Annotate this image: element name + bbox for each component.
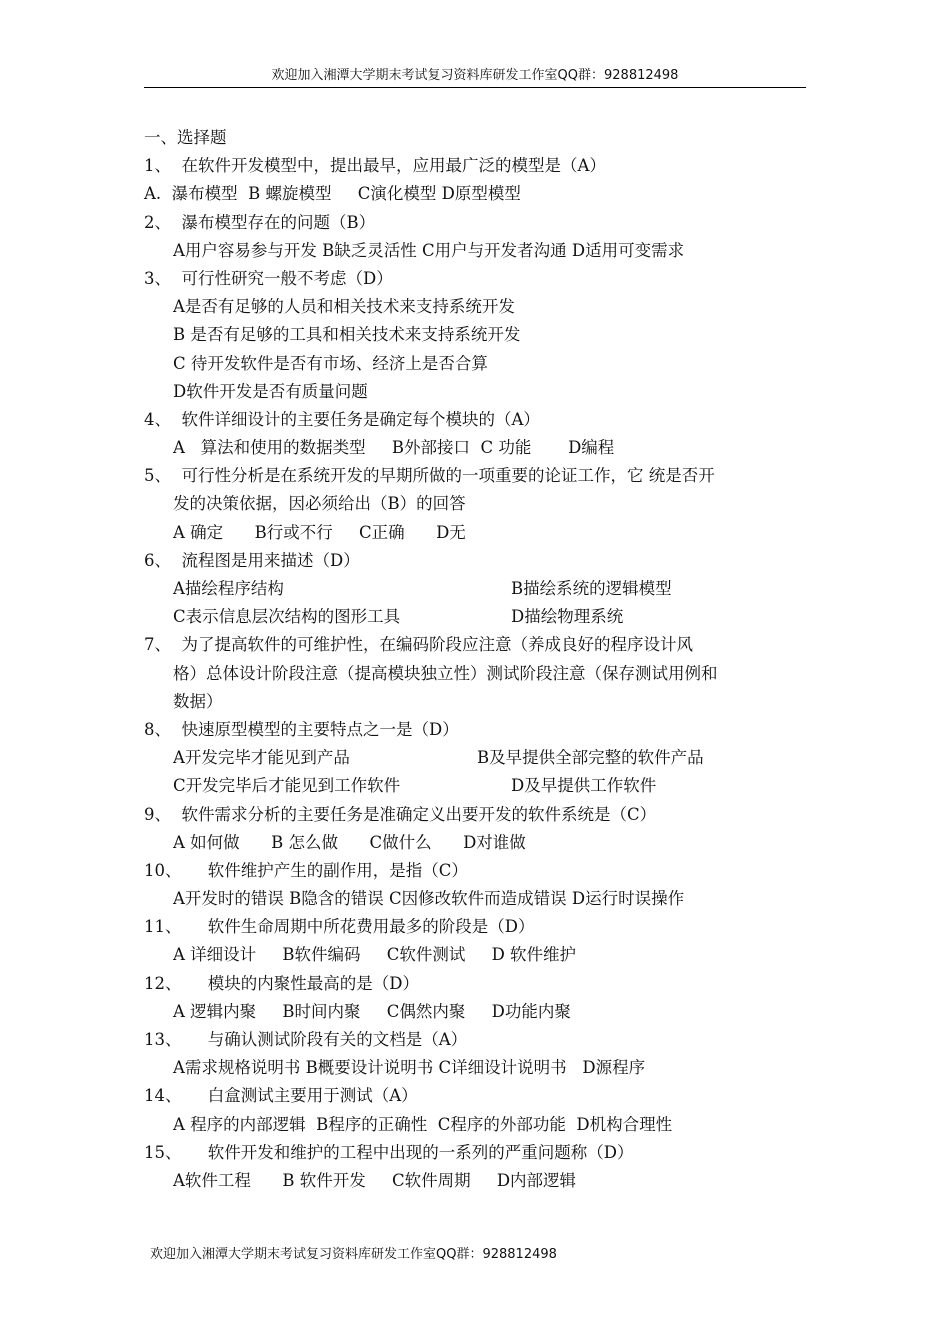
q13-stem: 13、 与确认测试阶段有关的文档是（A）: [144, 1030, 468, 1049]
q11-stem: 11、 软件生命周期中所花费用最多的阶段是（D）: [144, 917, 535, 937]
q9-stem: 9、 软件需求分析的主要任务是准确定义出要开发的软件系统是（C）: [144, 804, 657, 824]
q7-stem-line2: 格）总体设计阶段注意（提高模块独立性）测试阶段注意（保存测试用例和: [173, 663, 718, 683]
q5-stem-line2: 发的决策依据，因必须给出（B）的回答: [173, 494, 466, 514]
q12-options: A 逻辑内聚 B时间内聚 C偶然内聚 D功能内聚: [173, 1001, 571, 1021]
q13-options: A需求规格说明书 B概要设计说明书 C详细设计说明书 D源程序: [173, 1058, 646, 1078]
q6-options-row1: [144, 575, 806, 603]
q3-option-a: A是否有足够的人员和相关技术来支持系统开发: [173, 297, 515, 317]
q3-option-d: D软件开发是否有质量问题: [173, 381, 368, 401]
q8-options-row1: [144, 744, 806, 772]
q12-stem: 12、 模块的内聚性最高的是（D）: [144, 973, 419, 993]
header-rule: [144, 87, 806, 88]
q9-options: A 如何做 B 怎么做 C做什么 D对谁做: [173, 832, 526, 852]
q15-options: A软件工程 B 软件开发 C软件周期 D内部逻辑: [173, 1170, 577, 1190]
q3-option-b: B 是否有足够的工具和相关技术来支持系统开发: [173, 325, 521, 345]
q10-stem: 10、 软件维护产生的副作用，是指（C）: [144, 860, 468, 880]
q10-options: A开发时的错误 B隐含的错误 C因修改软件而造成错误 D运行时误操作: [173, 889, 685, 909]
q8-option-c: C开发完毕后才能见到工作软件: [173, 776, 401, 796]
page-footer: 欢迎加入湘潭大学期末考试复习资料库研发工作室QQ群：928812498: [150, 1247, 557, 1262]
page-header: 欢迎加入湘潭大学期末考试复习资料库研发工作室QQ群：928812498: [271, 68, 679, 83]
q3-stem: 3、 可行性研究一般不考虑（D）: [144, 268, 393, 288]
q8-option-b: B及早提供全部完整的软件产品: [477, 748, 704, 768]
q8-stem: 8、 快速原型模型的主要特点之一是（D）: [144, 719, 459, 739]
q14-options: A 程序的内部逻辑 B程序的正确性 C程序的外部功能 D机构合理性: [173, 1114, 673, 1134]
q1-options: A. 瀑布模型 B 螺旋模型 C演化模型 D原型模型: [144, 184, 521, 204]
q6-option-a: A描绘程序结构: [173, 579, 284, 598]
q7-stem-line1: 7、 为了提高软件的可维护性，在编码阶段应注意（养成良好的程序设计风: [144, 635, 693, 655]
q5-options: A 确定 B行或不行 C正确 D无: [173, 522, 466, 542]
q14-stem: 14、 白盒测试主要用于测试（A）: [144, 1086, 418, 1106]
q6-options-row2: [144, 603, 806, 631]
q8-option-a: A开发完毕才能见到产品: [173, 748, 350, 768]
q1-stem: 1、 在软件开发模型中，提出最早，应用最广泛的模型是（A）: [144, 156, 606, 176]
q15-stem: 15、 软件开发和维护的工程中出现的一系列的严重问题称（D）: [144, 1142, 634, 1162]
q3-option-c: C 待开发软件是否有市场、经济上是否合算: [173, 353, 488, 373]
q6-option-b: B描绘系统的逻辑模型: [511, 579, 672, 598]
document-body: [144, 124, 806, 1195]
q6-option-d: D描绘物理系统: [511, 607, 624, 627]
q7-stem-line3: 数据）: [173, 691, 223, 711]
q2-stem: 2、 瀑布模型存在的问题（B）: [144, 212, 376, 232]
q8-options-row2: [144, 772, 806, 800]
q6-option-c: C表示信息层次结构的图形工具: [173, 607, 401, 627]
q2-options: A用户容易参与开发 B缺乏灵活性 C用户与开发者沟通 D适用可变需求: [173, 240, 685, 260]
q6-stem: 6、 流程图是用来描述（D）: [144, 550, 360, 570]
q4-stem: 4、 软件详细设计的主要任务是确定每个模块的（A）: [144, 409, 540, 429]
section-title: 一、选择题: [144, 128, 227, 147]
q8-option-d: D及早提供工作软件: [511, 776, 657, 796]
q4-options: A 算法和使用的数据类型 B外部接口 C 功能 D编程: [173, 438, 615, 458]
q11-options: A 详细设计 B软件编码 C软件测试 D 软件维护: [173, 945, 577, 965]
q5-stem-line1: 5、 可行性分析是在系统开发的早期所做的一项重要的论证工作，它 统是否开: [144, 466, 715, 486]
